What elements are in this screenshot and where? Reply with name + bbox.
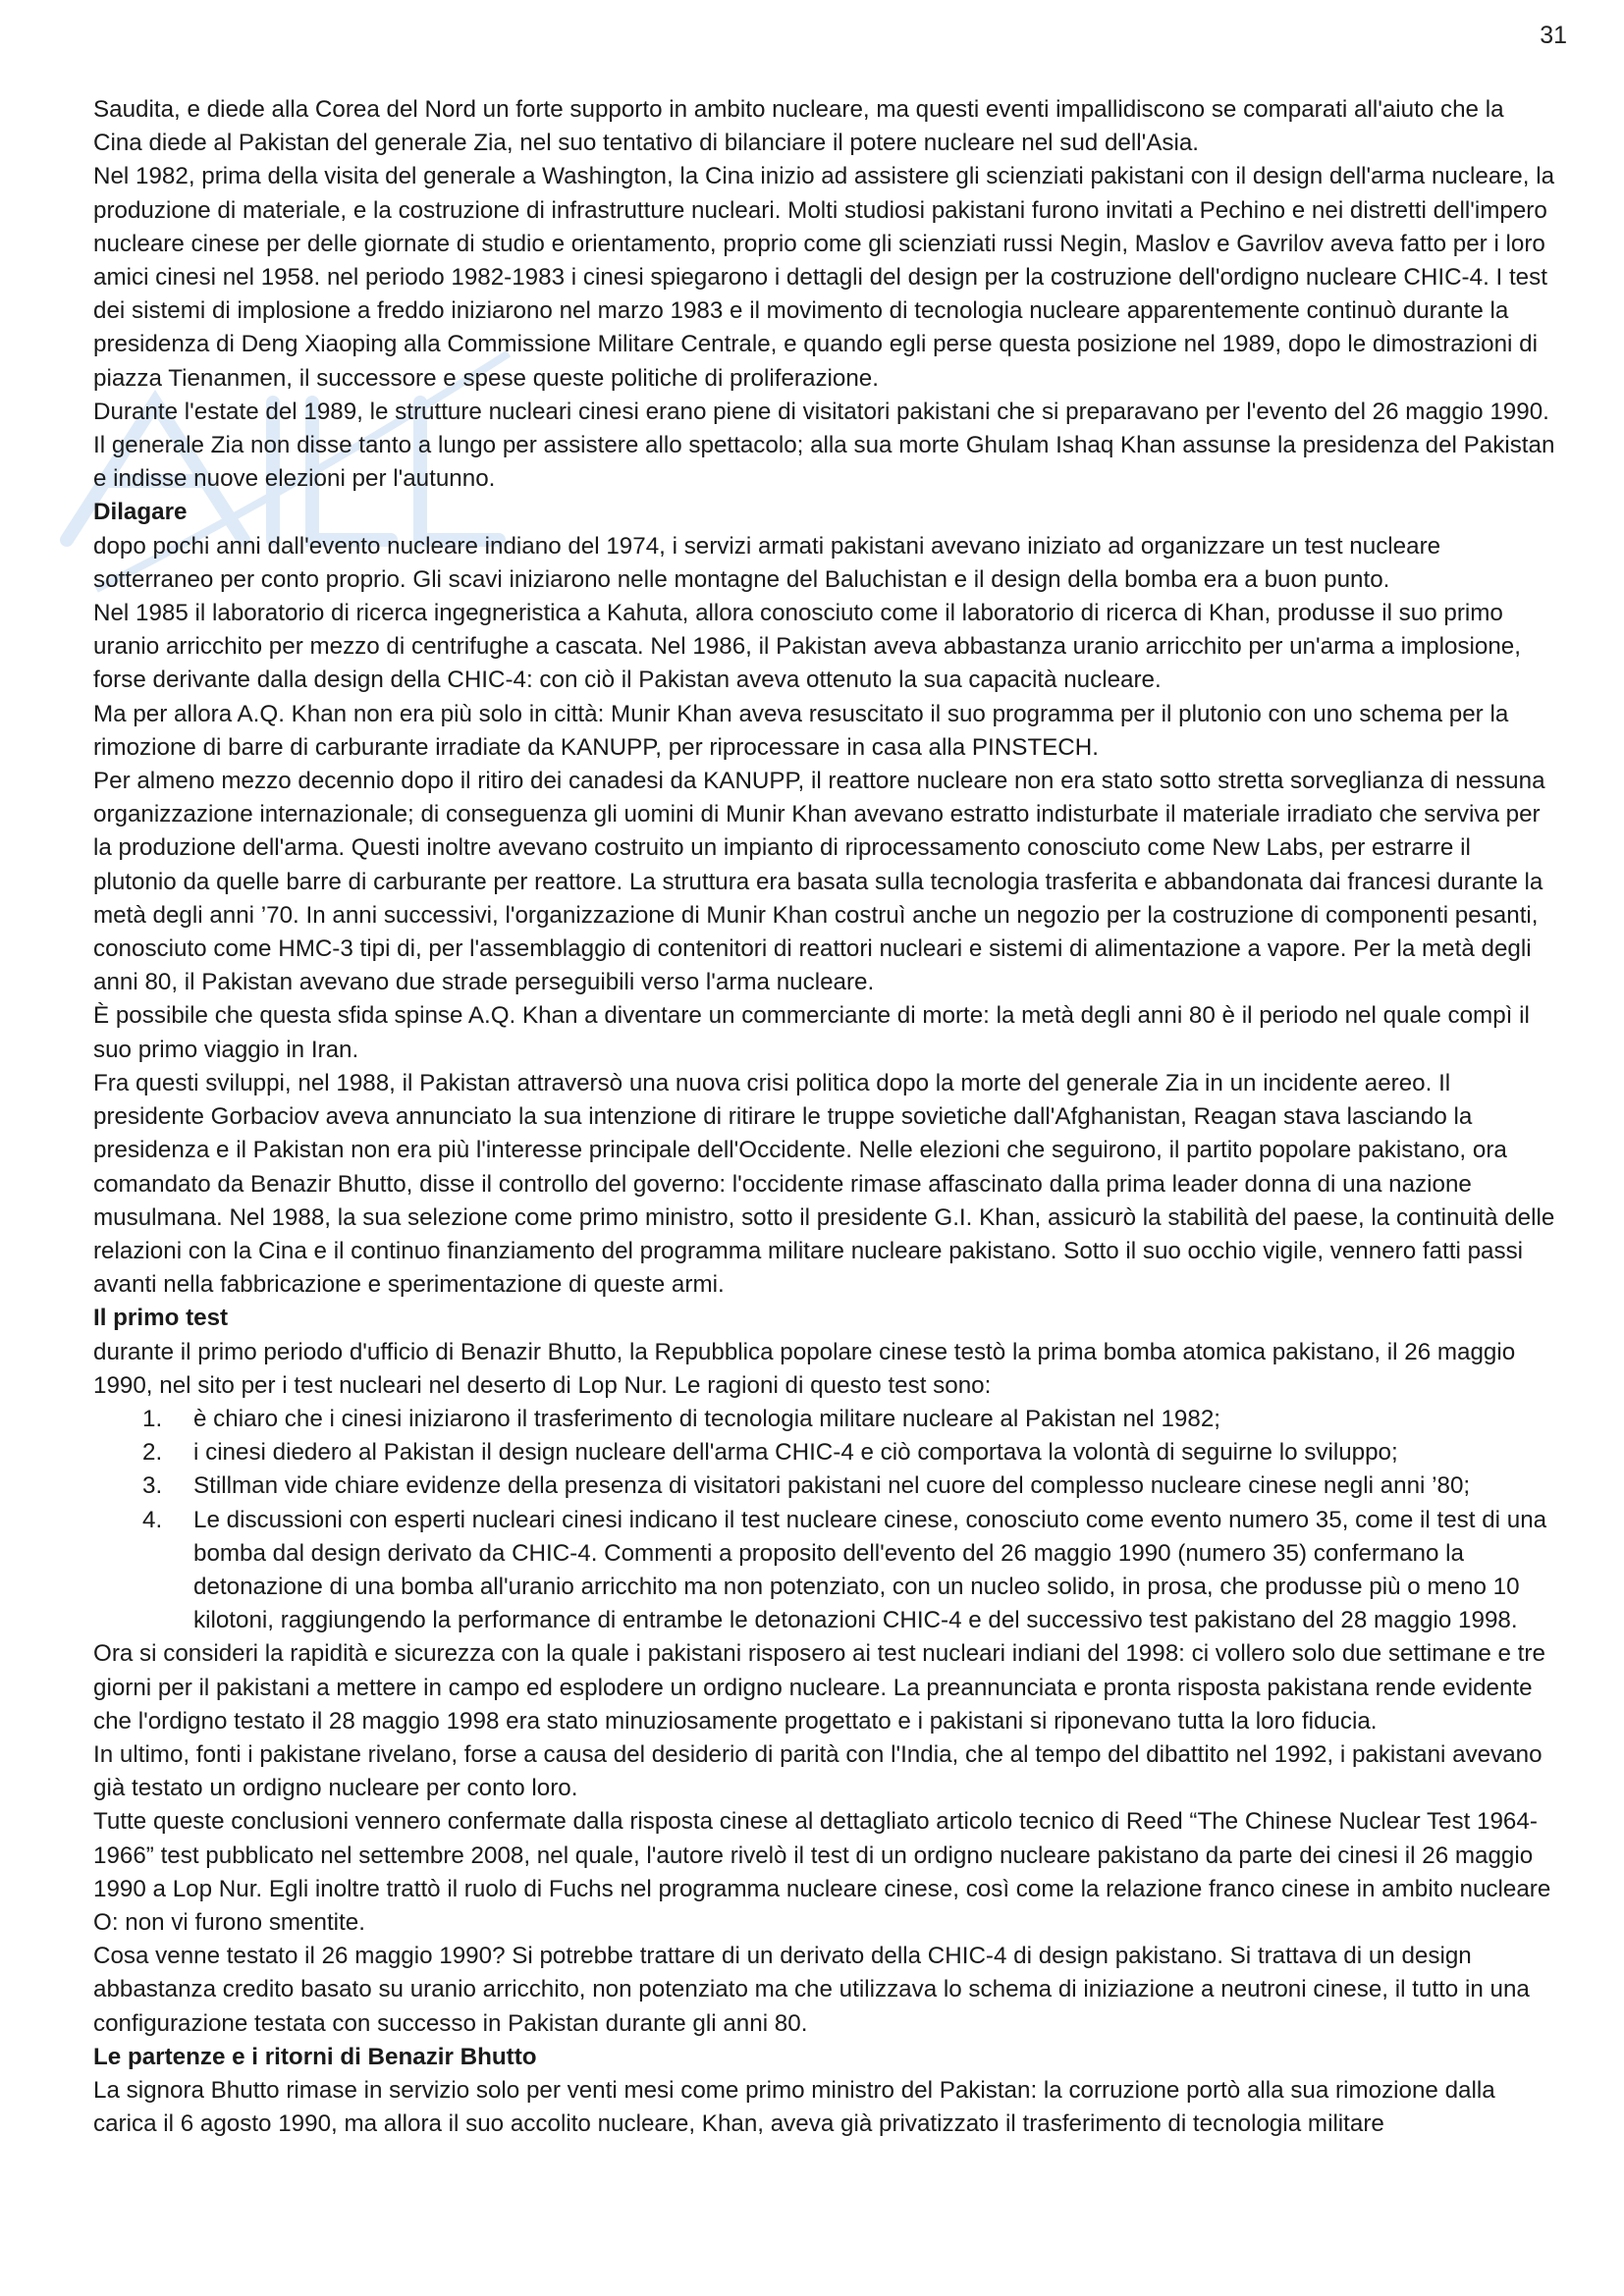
list-number: 4. bbox=[142, 1506, 163, 1533]
paragraph: Nel 1985 il laboratorio di ricerca ingegneristica a Kahuta, allora conosciuto come il laboratorio di ricerca di Khan, produsse il suo primo uranio arricchito per mezzo di centrifughe a cascata. Nel 1986, il Pakistan aveva abbastanza uranio arricchito per un'arma a implosione, forse derivante dalla design della CHIC-4: con ciò il Pakistan aveva ottenuto la sua capacità nucleare. bbox=[93, 600, 1521, 694]
list-text: Le discussioni con esperti nucleari cinesi indicano il test nucleare cinese, conosciuto come evento numero 35, come il test di una bomba dal design derivato da CHIC-4. Commenti a proposito dell'evento del 26 maggio 1990 (numero 35) confermano la detonazione di una bomba all'uranio arricchito ma non potenziato, con un nucleo solido, in prosa, che produsse più o meno 10 kilotoni, raggiungendo la performance di entrambe le detonazioni CHIC-4 e del successivo test pakistano del 28 maggio 1998. bbox=[193, 1506, 1547, 1634]
list-text: è chiaro che i cinesi iniziarono il trasferimento di tecnologia militare nucleare al Pakistan nel 1982; bbox=[193, 1405, 1220, 1432]
paragraph: Saudita, e diede alla Corea del Nord un forte supporto in ambito nucleare, ma questi eventi impallidiscono se comparati all'aiuto che la Cina diede al Pakistan del generale Zia, nel suo tentativo di bilanciare il potere nucleare nel sud dell'Asia. bbox=[93, 96, 1504, 157]
paragraph: Ma per allora A.Q. Khan non era più solo in città: Munir Khan aveva resuscitato il suo programma per il plutonio con uno schema per la rimozione di barre di carburante irradiate da KANUPP, per riprocessare in casa alla PINSTECH. bbox=[93, 700, 1509, 761]
paragraph: Ora si consideri la rapidità e sicurezza con la quale i pakistani risposero ai test nucleari indiani del 1998: ci vollero solo due settimane e tre giorni per il pakistani a mettere in campo ed esplodere un ordigno nucleare. La preannunciata e pronta risposta pakistana rende evidente che l'ordigno testato il 28 maggio 1998 era stato minuziosamente progettato e i pakistani si riponevano tutta la loro fiducia. bbox=[93, 1640, 1545, 1735]
list-item bbox=[93, 1403, 1556, 1436]
section-heading: Il primo test bbox=[93, 1305, 229, 1332]
reasons-list bbox=[93, 1403, 1556, 1637]
list-item bbox=[93, 1469, 1556, 1503]
paragraph: Tutte queste conclusioni vennero confermate dalla risposta cinese al dettagliato articolo tecnico di Reed “The Chinese Nuclear Test 1964-1966” test pubblicato nel settembre 2008, nel quale, l'autore rivelò il test di un ordigno nucleare pakistano da parte dei cinesi il 26 maggio 1990 a Lop Nur. Egli inoltre trattò il ruolo di Fuchs nel programma nucleare cinese, così come la relazione franco cinese in ambito nucleare O: non vi furono smentite. bbox=[93, 1808, 1551, 1936]
paragraph: Fra questi sviluppi, nel 1988, il Pakistan attraversò una nuova crisi politica dopo la morte del generale Zia in un incidente aereo. Il presidente Gorbaciov aveva annunciato la sua intenzione di ritirare le truppe sovietiche dall'Afghanistan, Reagan stava lasciando la presidenza e il Pakistan non era più l'interesse principale dell'Occidente. Nelle elezioni che seguirono, il partito popolare pakistano, ora comandato da Benazir Bhutto, disse il controllo del governo: l'occidente rimase affascinato dalla prima leader donna di una nazione musulmana. Nel 1988, la sua selezione come primo ministro, sotto il presidente G.I. Khan, assicurò la stabilità del paese, la continuità delle relazioni con la Cina e il continuo finanziamento del programma militare nucleare pakistano. Sotto il suo occhio vigile, vennero fatti passi avanti nella fabbricazione e sperimentazione di queste armi. bbox=[93, 1069, 1555, 1299]
paragraph: In ultimo, fonti i pakistane rivelano, forse a causa del desiderio di parità con l'India, che al tempo del dibattito nel 1992, i pakistani avevano già testato un ordigno nucleare per conto loro. bbox=[93, 1740, 1543, 1802]
document-body bbox=[93, 93, 1556, 2141]
list-text: Stillman vide chiare evidenze della presenza di visitatori pakistani nel cuore del complesso nucleare cinese negli anni ’80; bbox=[193, 1472, 1471, 1500]
list-number: 3. bbox=[142, 1472, 163, 1500]
paragraph: Nel 1982, prima della visita del generale a Washington, la Cina inizio ad assistere gli scienziati pakistani con il design dell'arma nucleare, la produzione di materiale, e la costruzione di infrastrutture nucleari. Molti studiosi pakistani furono invitati a Pechino e nei distretti dell'impero nucleare cinese per delle giornate di studio e orientamento, proprio come gli scienziati russi Negin, Maslov e Gavrilov aveva fatto per i loro amici cinesi nel 1958. nel periodo 1982-1983 i cinesi spiegarono i dettagli del design per la costruzione dell'ordigno nucleare CHIC-4. I test dei sistemi di implosione a freddo iniziarono nel marzo 1983 e il movimento di tecnologia nucleare apparentemente continuò durante la presidenza di Deng Xiaoping alla Commissione Militare Centrale, e quando egli perse questa posizione nel 1989, dopo le dimostrazioni di piazza Tienanmen, il successore e spese queste politiche di proliferazione. bbox=[93, 163, 1555, 392]
paragraph: Durante l'estate del 1989, le strutture nucleari cinesi erano piene di visitatori pakistani che si preparavano per l'evento del 26 maggio 1990. bbox=[93, 398, 1549, 425]
paragraph: Il generale Zia non disse tanto a lungo per assistere allo spettacolo; alla sua morte Ghulam Ishaq Khan assunse la presidenza del Pakistan e indisse nuove elezioni per l'autunno. bbox=[93, 432, 1555, 493]
page-number: 31 bbox=[1540, 22, 1567, 49]
section-heading: Dilagare bbox=[93, 499, 188, 526]
list-item bbox=[93, 1504, 1556, 1638]
list-text: i cinesi diedero al Pakistan il design nucleare dell'arma CHIC-4 e ciò comportava la volontà di seguirne lo sviluppo; bbox=[193, 1439, 1398, 1467]
paragraph: Cosa venne testato il 26 maggio 1990? Si potrebbe trattare di un derivato della CHIC-4 di design pakistano. Si trattava di un design abbastanza credito basato su uranio arricchito, non potenziato ma che utilizzava lo schema di iniziazione a neutroni cinese, il tutto in una configurazione testata con successo in Pakistan durante gli anni 80. bbox=[93, 1943, 1530, 2037]
paragraph: Per almeno mezzo decennio dopo il ritiro dei canadesi da KANUPP, il reattore nucleare non era stato sotto stretta sorveglianza di nessuna organizzazione internazionale; di conseguenza gli uomini di Munir Khan avevano estratto indisturbate il materiale irradiato che serviva per la produzione dell'arma. Questi inoltre avevano costruito un impianto di riprocessamento conosciuto come New Labs, per estrarre il plutonio da quelle barre di carburante per reattore. La struttura era basata sulla tecnologia trasferita e abbandonata dai francesi durante la metà degli anni ’70. In anni successivi, l'organizzazione di Munir Khan costruì anche un negozio per la costruzione di componenti pesanti, conosciuto come HMC-3 tipi di, per l'assemblaggio di contenitori di reattori nucleari e sistemi di alimentazione a vapore. Per la metà degli anni 80, il Pakistan avevano due strade perseguibili verso l'arma nucleare. bbox=[93, 768, 1545, 996]
list-number: 1. bbox=[142, 1405, 163, 1432]
paragraph: durante il primo periodo d'ufficio di Benazir Bhutto, la Repubblica popolare cinese testò la prima bomba atomica pakistano, il 26 maggio 1990, nel sito per i test nucleari nel deserto di Lop Nur. Le ragioni di questo test sono: bbox=[93, 1338, 1516, 1399]
section-heading: Le partenze e i ritorni di Benazir Bhutto bbox=[93, 2043, 537, 2070]
list-item bbox=[93, 1436, 1556, 1469]
paragraph: dopo pochi anni dall'evento nucleare indiano del 1974, i servizi armati pakistani avevano iniziato ad organizzare un test nucleare sotterraneo per conto proprio. Gli scavi iniziarono nelle montagne del Baluchistan e il design della bomba era a buon punto. bbox=[93, 532, 1441, 593]
list-number: 2. bbox=[142, 1439, 163, 1467]
paragraph: È possibile che questa sfida spinse A.Q. Khan a diventare un commerciante di morte: la metà degli anni 80 è il periodo nel quale compì il suo primo viaggio in Iran. bbox=[93, 1002, 1530, 1063]
paragraph: La signora Bhutto rimase in servizio solo per venti mesi come primo ministro del Pakistan: la corruzione portò alla sua rimozione dalla carica il 6 agosto 1990, ma allora il suo accolito nucleare, Khan, aveva già privatizzato il trasferimento di tecnologia militare bbox=[93, 2076, 1495, 2138]
